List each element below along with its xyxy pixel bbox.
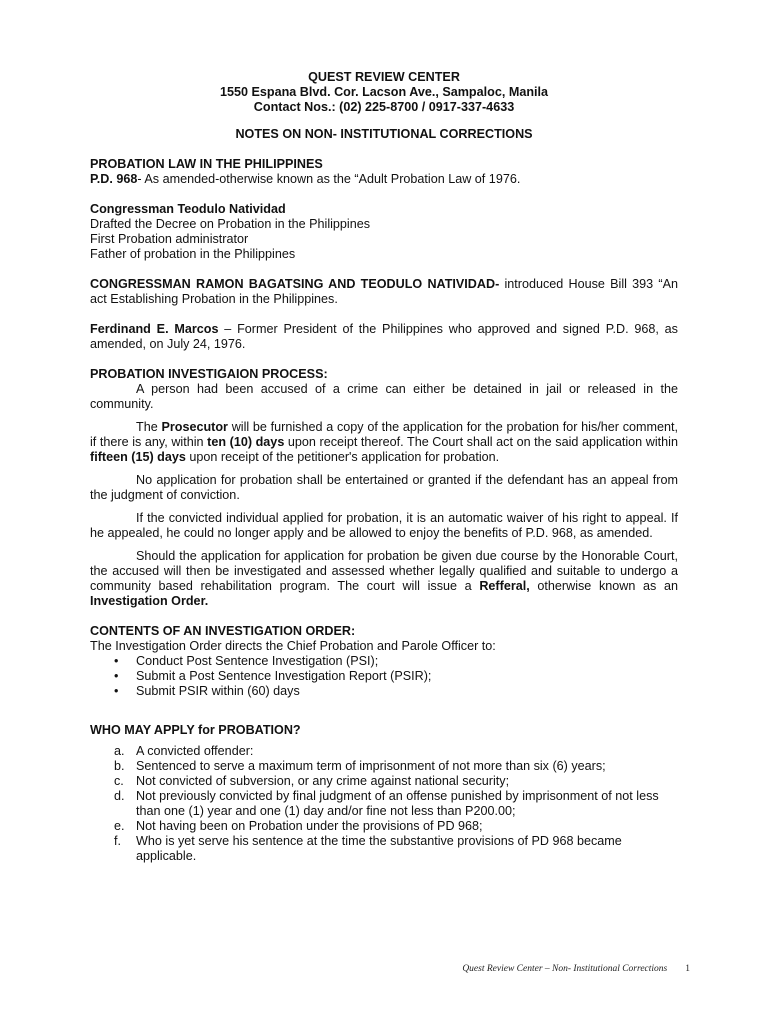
section-natividad [90,202,678,262]
org-name: QUEST REVIEW CENTER [308,70,460,84]
list-item: • Conduct Post Sentence Investigation (PSI); [90,654,678,669]
list-text: Who is yet serve his sentence at the time the substantive provisions of PD 968 became applicable. [136,834,622,863]
marcos-paragraph [90,322,678,352]
list-text: Not convicted of subversion, or any crime against national security; [136,774,510,788]
section-heading: PROBATION LAW IN THE PHILIPPINES [90,157,323,171]
org-address: 1550 Espana Blvd. Cor. Lacson Ave., Sampaloc, Manila [219,85,549,99]
pd-968-line [90,172,678,187]
list-marker: d. [114,789,125,803]
pd-968-text: - As amended-otherwise known as the “Adult Probation Law of 1976. [137,172,521,186]
document-title: NOTES ON NON- INSTITUTIONAL CORRECTIONS [235,127,533,141]
natividad-line: Father of probation in the Philippines [90,247,296,261]
page-footer [430,963,690,975]
list-marker: b. [114,759,125,773]
bagatsing-text: introduced House Bill 393 “An act Establishing Probation in the Philippines. [90,277,678,306]
list-marker: c. [114,774,124,788]
text-run: Should the application for application for probation be given due course by the Honorable Court, the accused will then be investigated and assessed whether legally qualified and suitable to undergo a community based rehabilitation program. The court will issue a [90,549,678,593]
marcos-text: – Former President of the Philippines who approved and signed P.D. 968, as amended, on July 24, 1976. [90,322,678,351]
page-number: 1 [685,964,690,974]
section-who-may-apply [90,723,678,864]
list-marker: a. [114,744,125,758]
section-probation-law [90,157,678,187]
process-paragraph: No application for probation shall be entertained or granted if the defendant has an appeal from the judgment of conviction. [90,473,678,502]
list-item: • Submit a Post Sentence Investigation Report (PSIR); [90,669,678,684]
list-text: Not having been on Probation under the provisions of PD 968; [136,819,483,833]
section-heading: CONTENTS OF AN INVESTIGATION ORDER: [90,624,356,638]
text-run: upon receipt of the petitioner's application for probation. [185,450,500,464]
bagatsing-paragraph [90,277,678,307]
document-page [90,70,678,864]
bagatsing-label: CONGRESSMAN RAMON BAGATSING AND TEODULO NATIVIDAD- [90,277,500,291]
text-run-bold: Prosecutor [161,420,228,434]
text-run-bold: Refferal, [479,579,530,593]
section-heading: WHO MAY APPLY for PROBATION? [90,723,301,737]
list-item [90,774,678,789]
list-item: • Submit PSIR within (60) days [90,684,678,699]
marcos-label: Ferdinand E. Marcos [90,322,219,336]
text-run: The [136,420,162,434]
contents-list [90,654,678,699]
list-item [90,759,678,774]
natividad-line: Drafted the Decree on Probation in the Philippines [90,217,371,231]
list-text: A convicted offender: [136,744,254,758]
list-marker: e. [114,819,125,833]
list-text: Sentenced to serve a maximum term of imprisonment of not more than six (6) years; [136,759,606,773]
section-heading: PROBATION INVESTIGAION PROCESS: [90,367,328,381]
text-run-bold: ten (10) days [207,435,285,449]
natividad-line: First Probation administrator [90,232,249,246]
list-item [90,834,678,864]
text-run: will be furnished a copy of the application for the probation for his/her comment, if there is any, within [90,420,679,449]
section-heading: Congressman Teodulo Natividad [90,202,286,216]
pd-968-label: P.D. 968 [90,172,138,186]
process-paragraph [90,420,678,465]
process-paragraph: A person had been accused of a crime can either be detained in jail or released in the community. [90,382,678,411]
text-run-bold: Investigation Order. [90,594,209,608]
list-marker: f. [114,834,121,848]
org-contact: Contact Nos.: (02) 225-8700 / 0917-337-4633 [253,100,515,114]
footer-text: Quest Review Center – Non- Institutional Corrections [462,964,668,974]
section-investigation-process [90,367,678,609]
list-item [90,819,678,834]
list-item [90,744,678,759]
text-run: otherwise known as an [529,579,678,593]
section-investigation-order [90,624,678,699]
process-paragraph: If the convicted individual applied for probation, it is an automatic waiver of his right to appeal. If he appealed, he could no longer apply and be allowed to enjoy the benefits of P.D. 968, as amended. [90,511,678,540]
contents-intro: The Investigation Order directs the Chief Probation and Parole Officer to: [90,639,496,653]
document-header [90,70,678,142]
section-marcos [90,322,678,352]
who-list [90,744,678,864]
text-run-bold: fifteen (15) days [90,450,186,464]
list-item [90,789,678,819]
text-run: upon receipt thereof. The Court shall act on the said application within [284,435,678,449]
process-paragraph [90,549,678,609]
section-bagatsing [90,277,678,307]
list-text: Not previously convicted by final judgment of an offense punished by imprisonment of not less than one (1) year and one (1) day and/or fine not less than P200.00; [136,789,659,818]
